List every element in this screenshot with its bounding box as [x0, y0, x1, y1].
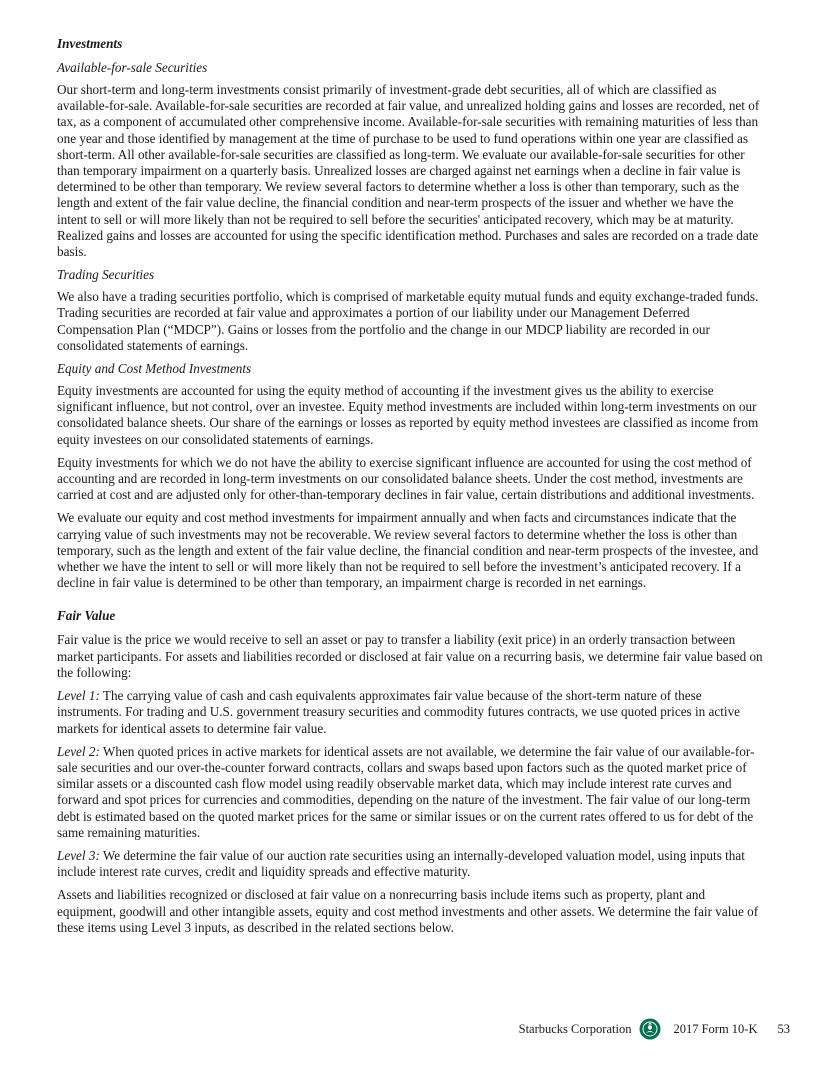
equity-paragraph-1: Equity investments are accounted for using the equity method of accounting if the investment gives us the ability to exercise significant influence, but not control, over an investee. Equity method investments are included within long-term investments on our consolidated balance sheets. Our share of the earnings or losses as reported by equity method investees are classified as income from equity investees on our consolidated statements of earnings. [57, 383, 759, 447]
equity-paragraph-2: Equity investments for which we do not have the ability to exercise significant influence are accounted for using the cost method of accounting and are recorded in long-term investments on our consolidated balance sheets. Under the cost method, investments are carried at cost and are adjusted only for other-than-temporary declines in fair value, certain distributions and additional investments. [57, 454, 755, 503]
level-1-text: The carrying value of cash and cash equivalents approximates fair value because of the short-term nature of these instruments. For trading and U.S. government treasury securities and commodity futures contracts, we use quoted prices in active markets for identical assets to determine fair value. [57, 688, 741, 736]
page-footer [0, 1018, 790, 1040]
level-3-label: Level 3: [57, 847, 100, 863]
starbucks-siren-logo-icon [639, 1018, 661, 1040]
level-1-label: Level 1: [57, 688, 100, 704]
document-page [57, 36, 763, 943]
page-number: 53 [777, 1022, 790, 1036]
fair-value-intro: Fair value is the price we would receive to sell an asset or pay to transfer a liability (exit price) in an orderly transaction between market participants. For assets and liabilities recorded or disclosed at fair value on a recurring basis, we determine fair value based on the following: [57, 632, 763, 680]
investments-heading: Investments [57, 36, 123, 51]
level-2-paragraph [57, 744, 763, 841]
footer-company: Starbucks Corporation [518, 1022, 632, 1036]
equity-subheading: Equity and Cost Method Investments [57, 361, 252, 377]
afs-subheading: Available-for-sale Securities [57, 60, 208, 75]
level-3-text: We determine the fair value of our auction rate securities using an internally-developed valuation model, using inputs that include interest rate curves, credit and liquidity spreads and effective maturity. [57, 847, 745, 880]
equity-paragraph-3: We evaluate our equity and cost method investments for impairment annually and when facts and circumstances indicate that the carrying value of such investments may not be recoverable. We review several factors to determine whether the loss is other than temporary, such as the length and extent of the fair value decline, the financial condition and near-term prospects of the investee, and whether we have the intent to sell or will more likely than not be required to sell before the investment’s anticipated recovery. If a decline in fair value is determined to be other than temporary, an impairment charge is recorded in net earnings. [57, 510, 759, 591]
afs-paragraph: Our short-term and long-term investments consist primarily of investment-grade debt securities, all of which are classified as available-for-sale. Available-for-sale securities are recorded at fair value, and unrealized holding gains and losses are recorded, net of tax, as a component of accumulated other comprehensive income. Available-for-sale securities with remaining maturities of less than one year and those identified by management at the time of purchase to be used to fund operations within one year are classified as short-term. All other available-for-sale securities are classified as long-term. We evaluate our available-for-sale securities for other than temporary impairment on a quarterly basis. Unrealized losses are charged against net earnings when a decline in fair value is determined to be other than temporary. We review several factors to determine whether a loss is other than temporary, such as the length and extent of the fair value decline, the financial condition and near-term prospects of the issuer and whether we have the intent to sell or will more likely than not be required to sell before the securities' anticipated recovery, which may be at maturity. Realized gains and losses are accounted for using the specific identification method. Purchases and sales are recorded on a trade date basis. [57, 82, 760, 260]
trading-subheading: Trading Securities [57, 267, 155, 283]
level-3-paragraph [57, 848, 763, 880]
level-2-label: Level 2: [57, 743, 100, 759]
trading-paragraph: We also have a trading securities portfolio, which is comprised of marketable equity mutual funds and equity exchange-traded funds. Trading securities are recorded at fair value and approximates a portion of our liability under our Management Deferred Compensation Plan (“MDCP”). Gains or losses from the portfolio and the change in our MDCP liability are recorded in our consolidated statements of earnings. [57, 289, 759, 353]
level-2-text: When quoted prices in active markets for identical assets are not available, we determine the fair value of our available-for-sale securities and our over-the-counter forward contracts, collars and swaps based upon factors such as the quoted market price of similar assets or a discounted cash flow model using readily observable market data, which may include interest rate curves and forward and spot prices for currencies and commodities, depending on the nature of the investment. The fair value of our long-term debt is estimated based on the quoted market prices for the same or similar issues or on the current rates offered to us for debt of the same remaining maturities. [57, 743, 755, 840]
footer-form: 2017 Form 10-K [673, 1022, 758, 1036]
nonrecurring-paragraph: Assets and liabilities recognized or disclosed at fair value on a nonrecurring basis include items such as property, plant and equipment, goodwill and other intangible assets, equity and cost method investments and other assets. We determine the fair value of these items using Level 3 inputs, as described in the related sections below. [57, 887, 759, 935]
fair-value-heading: Fair Value [57, 608, 116, 624]
level-1-paragraph [57, 688, 763, 737]
